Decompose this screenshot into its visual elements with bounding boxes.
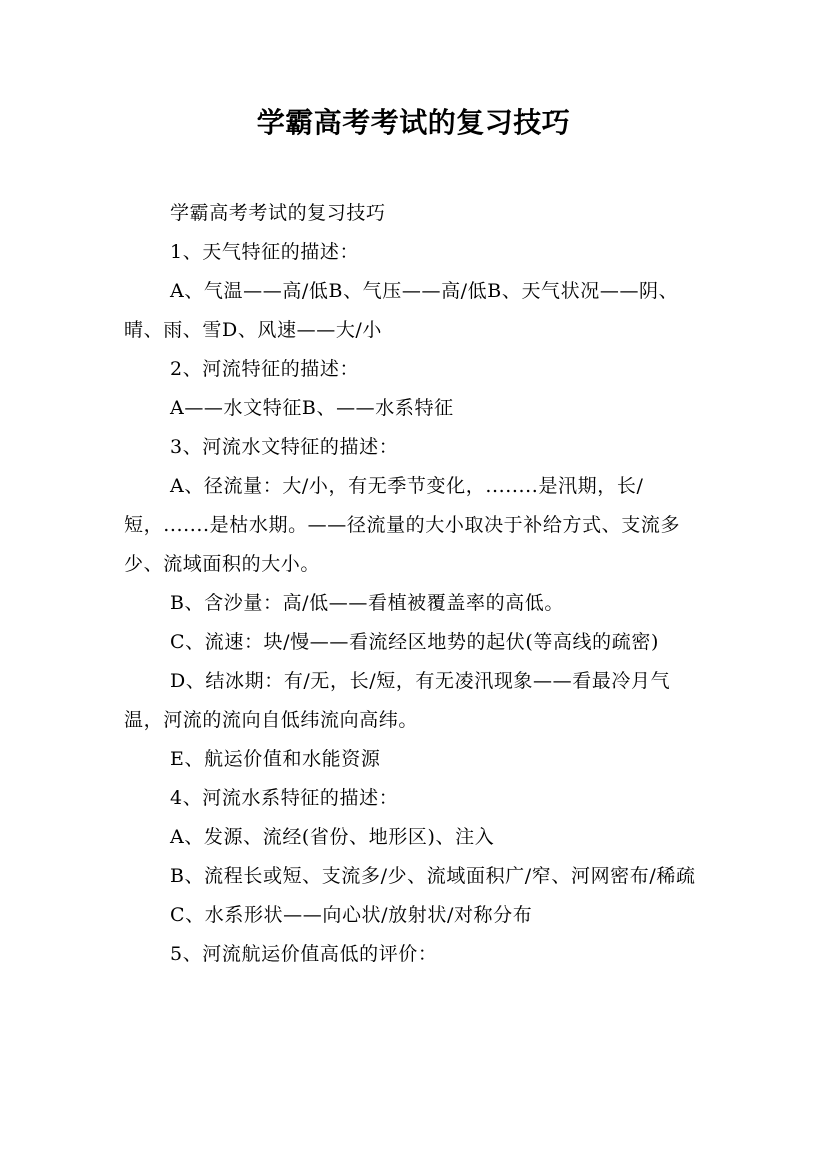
paragraph: 2、河流特征的描述： [170, 358, 360, 380]
document-body [124, 194, 709, 974]
paragraph: E、航运价值和水能资源 [170, 748, 381, 770]
paragraph: A、气温——高/低B、气压——高/低B、天气状况——阴、晴、雨、雪D、风速——大/小 [124, 280, 679, 341]
paragraph: B、流程长或短、支流多/少、流域面积广/窄、河网密布/稀疏 [170, 865, 696, 887]
paragraph: 1、天气特征的描述： [170, 241, 360, 263]
paragraph: C、流速：块/慢——看流经区地势的起伏(等高线的疏密) [170, 631, 659, 653]
paragraph: A、径流量：大/小，有无季节变化，........是汛期，长/短，.......是枯水期。——径流量的大小取决于补给方式、支流多少、流域面积的大小。 [124, 475, 681, 575]
paragraph: 学霸高考考试的复习技巧 [170, 202, 386, 224]
paragraph: A——水文特征B、——水系特征 [170, 397, 454, 419]
paragraph: B、含沙量：高/低——看植被覆盖率的高低。 [170, 592, 564, 614]
paragraph: D、结冰期：有/无，长/短，有无凌汛现象——看最冷月气温，河流的流向自低纬流向高纬。 [124, 670, 671, 731]
document-title: 学霸高考考试的复习技巧 [256, 106, 571, 139]
paragraph: C、水系形状——向心状/放射状/对称分布 [170, 904, 533, 926]
paragraph: 3、河流水文特征的描述： [170, 436, 399, 458]
paragraph: 4、河流水系特征的描述： [170, 787, 399, 809]
paragraph: A、发源、流经(省份、地形区)、注入 [170, 826, 495, 848]
paragraph: 5、河流航运价值高低的评价： [170, 943, 438, 965]
